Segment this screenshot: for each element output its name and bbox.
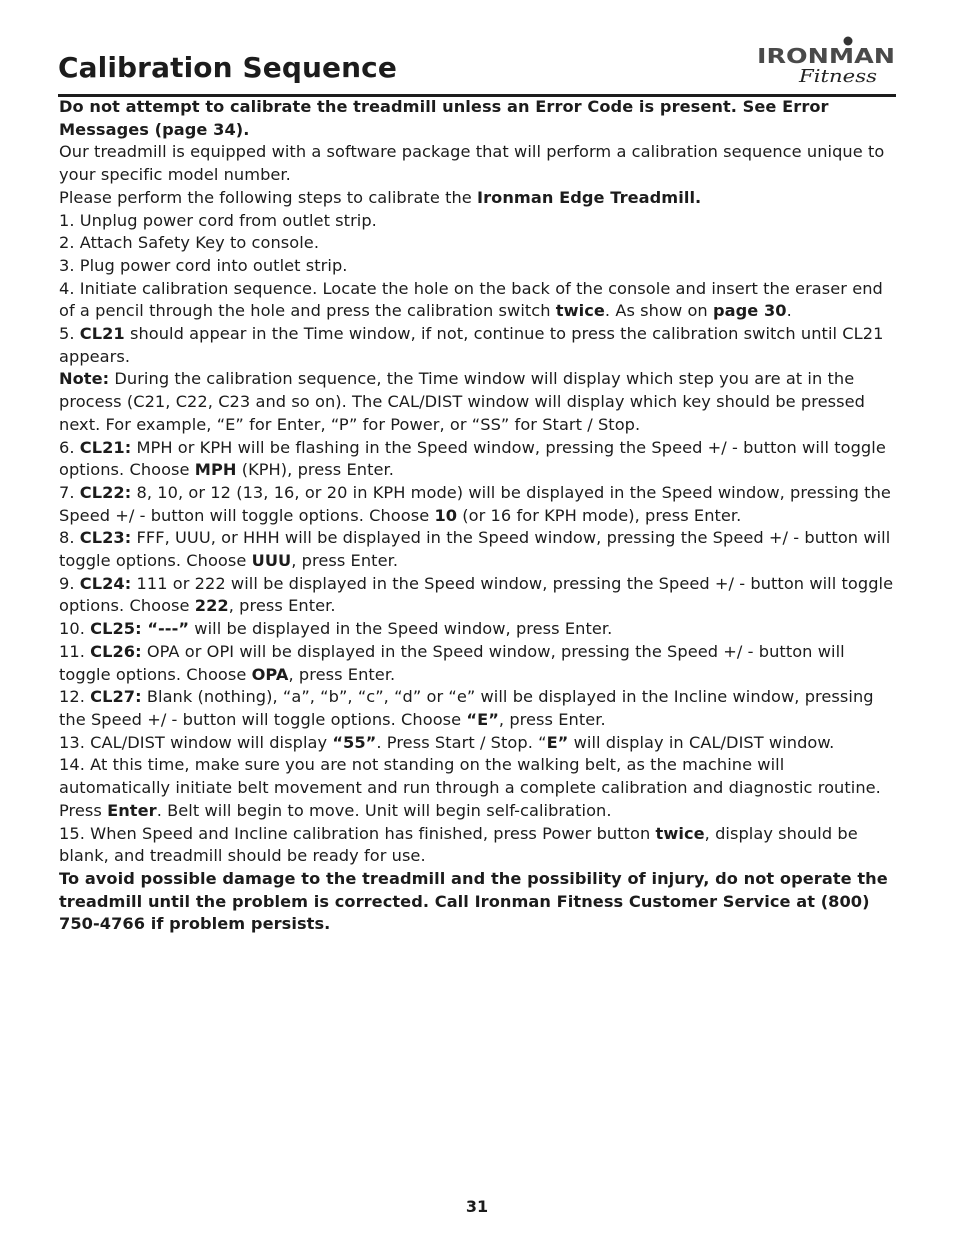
step-4: 4. Initiate calibration sequence. Locate the hole on the back of the console and insert the eraser end of a pencil through the hole and press the calibration switch twice. As show on page 30. — [59, 278, 883, 321]
perform-paragraph: Please perform the following steps to calibrate the Ironman Edge Treadmill. — [59, 187, 702, 207]
intro-paragraph: Our treadmill is equipped with a software package that will perform a calibration sequence unique to your specific model number. — [59, 142, 885, 185]
page-title: Calibration Sequence — [58, 51, 397, 84]
step-2: 2. Attach Safety Key to console. — [59, 233, 320, 253]
step-9: 9. CL24: 111 or 222 will be displayed in the Speed window, pressing the Speed +/ - button will toggle options. Choose 222, press Enter. — [59, 573, 894, 616]
step-1: 1. Unplug power cord from outlet strip. — [59, 210, 377, 230]
step-7: 7. CL22: 8, 10, or 12 (13, 16, or 20 in KPH mode) will be displayed in the Speed window, pressing the Speed +/ - button will toggle options. Choose 10 (or 16 for KPH mode), press Enter. — [59, 482, 891, 525]
step-3: 3. Plug power cord into outlet strip. — [59, 255, 348, 275]
page-header — [58, 32, 896, 97]
step-5: 5. CL21 should appear in the Time window, if not, continue to press the calibration switch until CL21 appears. — [59, 324, 884, 366]
step-15: 15. When Speed and Incline calibration has finished, press Power button twice, display should be blank, and treadmill should be ready for use. — [59, 823, 858, 866]
logo-script: Fitness — [797, 66, 877, 87]
step-10: 10. CL25: “---” will be displayed in the Speed window, press Enter. — [59, 619, 613, 639]
warning-top: Do not attempt to calibrate the treadmill unless an Error Code is present. See Error Messages (page 34). — [59, 97, 829, 139]
step-11: 11. CL26: OPA or OPI will be displayed in the Speed window, pressing the Speed +/ - button will toggle options. Choose OPA, press Enter. — [59, 641, 845, 684]
step-12: 12. CL27: Blank (nothing), “a”, “b”, “c”, “d” or “e” will be displayed in the Incline window, pressing the Speed +/ - button will toggle options. Choose “E”, press Enter. — [59, 687, 874, 729]
step-8: 8. CL23: FFF, UUU, or HHH will be displayed in the Speed window, pressing the Speed +/ - button will toggle options. Choose UUU, press Enter. — [59, 528, 891, 571]
warning-bottom: To avoid possible damage to the treadmill and the possibility of injury, do not operate the treadmill until the problem is corrected. Call Ironman Fitness Customer Service at (800) 750-4766 if problem persists. — [59, 868, 888, 934]
step-14: 14. At this time, make sure you are not standing on the walking belt, as the machine will automatically initiate belt movement and run through a complete calibration and diagnostic routine. Press Enter. Belt will begin to move. Unit will begin self-calibration. — [59, 755, 881, 820]
ironman-fitness-logo — [756, 33, 896, 89]
note-paragraph: Note: During the calibration sequence, the Time window will display which step you are at in the process (C21, C22, C23 and so on). The CAL/DIST window will display which key should be pressed next. For example, “E” for Enter, “P” for Power, or “SS” for Start / Stop. — [59, 369, 865, 434]
body-text — [59, 96, 899, 936]
page-number: 31 — [465, 1197, 489, 1216]
step-13: 13. CAL/DIST window will display “55”. Press Start / Stop. “E” will display in CAL/DIST window. — [59, 732, 835, 752]
step-6: 6. CL21: MPH or KPH will be flashing in the Speed window, pressing the Speed +/ - button will toggle options. Choose MPH (KPH), press Enter. — [59, 437, 886, 480]
logo-brand: IRONMAN — [757, 44, 895, 68]
